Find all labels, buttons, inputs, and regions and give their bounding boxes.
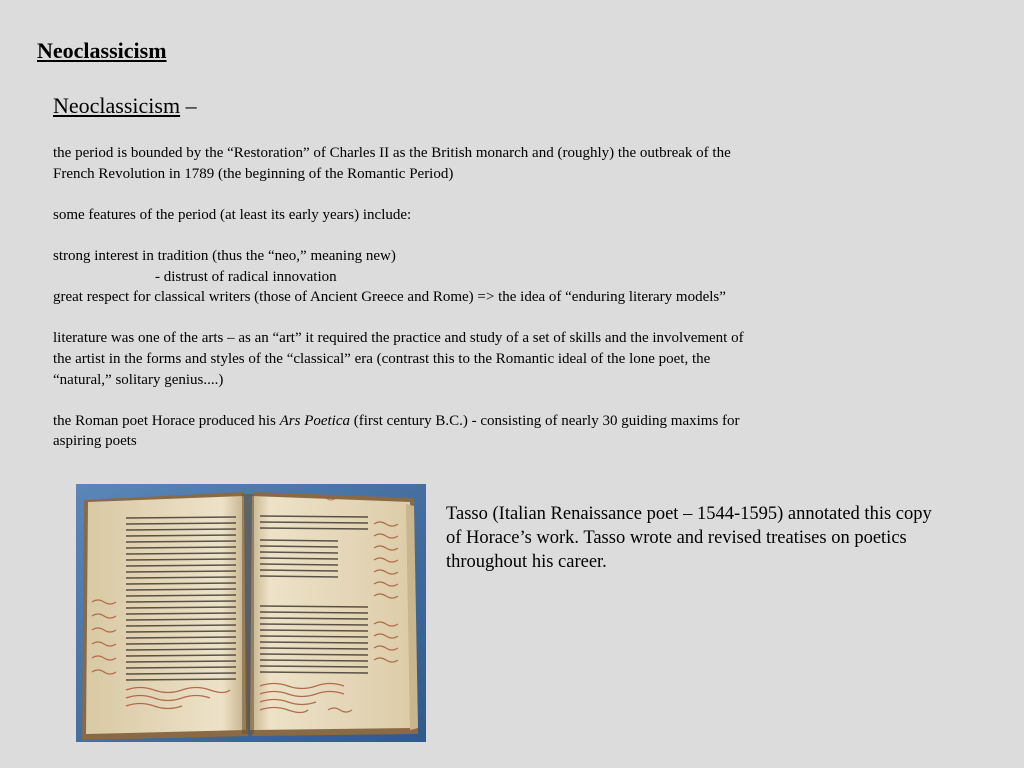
paragraph-period: the period is bounded by the “Restoration” of Charles II as the British monarch and (roughly) the outbreak of the French Revolution in 1789 (the beginning of the Romantic Period) bbox=[53, 145, 731, 182]
subtitle bbox=[53, 93, 197, 119]
paragraph-horace bbox=[53, 411, 753, 452]
ars-poetica-title: Ars Poetica bbox=[279, 412, 351, 429]
subtitle-dash: – bbox=[180, 93, 197, 118]
paragraph-distrust: - distrust of radical innovation bbox=[155, 268, 337, 285]
horace-text-before: the Roman poet Horace produced his bbox=[53, 412, 280, 429]
annotated-book-photo bbox=[76, 484, 426, 742]
slide-title: Neoclassicism bbox=[37, 38, 167, 63]
photo-caption: Tasso (Italian Renaissance poet – 1544-1595) annotated this copy of Horace’s work. Tasso wrote and revised treatises on poetics throughout his career. bbox=[446, 504, 932, 572]
body-text bbox=[53, 143, 753, 452]
subtitle-term: Neoclassicism bbox=[53, 93, 181, 118]
book-illustration bbox=[76, 484, 426, 742]
horace-text-after: (first century B.C.) - consisting of nearly 30 guiding maxims for aspiring poets bbox=[53, 412, 740, 450]
paragraph-tradition: strong interest in tradition (thus the “neo,” meaning new) bbox=[53, 247, 396, 264]
paragraph-features: some features of the period (at least its early years) include: bbox=[53, 206, 412, 223]
paragraph-classical-writers: great respect for classical writers (those of Ancient Greece and Rome) => the idea of “enduring literary models” bbox=[53, 289, 726, 306]
paragraph-arts: literature was one of the arts – as an “art” it required the practice and study of a set of skills and the involvement of the artist in the forms and styles of the “classical” era (contrast this to the Romantic ideal of the lone poet, the “natural,” solitary genius....) bbox=[53, 330, 744, 388]
